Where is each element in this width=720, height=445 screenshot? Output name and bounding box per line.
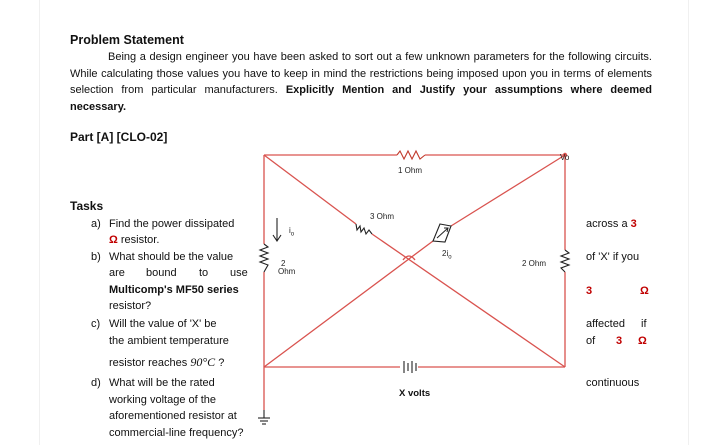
task-a-line2-text: resistor. (117, 234, 160, 246)
task-b-word-4: use (230, 267, 248, 279)
tasks-heading: Tasks (70, 199, 104, 213)
label-io (289, 226, 294, 238)
task-b-word-1: are (109, 267, 125, 279)
task-b-word-2: bound (146, 267, 177, 279)
task-d-line3: aforementioned resistor at (109, 410, 237, 422)
part-heading: Part [A] [CLO-02] (70, 130, 168, 144)
task-c-right2: of (586, 335, 596, 347)
task-c-question-mark: ? (218, 357, 225, 369)
label-2io-main: 2i (442, 249, 449, 258)
task-d-label: d) (91, 377, 101, 389)
task-b-word-3: to (199, 267, 209, 279)
label-2ohm-right: 2 Ohm (522, 259, 547, 268)
intro-text: Being a design engineer you have been asked to sort out a few unknown parameters for the following circuits. While calculating those values you have to keep in mind the restrictions being imposed upon you in terms of elements selection from particular manufacturers. (70, 51, 652, 96)
task-c-line1: Will the value of 'X' be (109, 318, 217, 330)
task-d-right: continuous (586, 377, 640, 389)
task-c-line3-text: resistor reaches (109, 357, 188, 369)
resistor-2ohm-left (260, 244, 268, 272)
task-a-right-text: across a (586, 218, 628, 230)
task-b-right: of 'X' if you (586, 251, 640, 263)
circuit-wires (264, 155, 565, 410)
task-c-right1: affected (586, 318, 625, 330)
task-b-right-ohm: Ω (640, 285, 649, 297)
battery-icon (404, 361, 416, 373)
task-a-line1: Find the power dissipated (109, 218, 235, 230)
intro-emphasis: Explicitly Mention and Justify your assumptions where deemed necessary. (70, 84, 652, 113)
resistor-1ohm (397, 151, 425, 159)
ohm-symbol: Ω (109, 234, 118, 246)
task-c-right-num: 3 (616, 335, 623, 347)
label-2io-sub: o (448, 254, 452, 261)
task-a-right-num: 3 (630, 218, 637, 230)
resistor-3ohm (356, 224, 372, 234)
task-c-right1b: if (641, 318, 647, 330)
label-ohm-left: Ohm (278, 267, 296, 276)
task-b-label: b) (91, 251, 101, 263)
label-vo: Vo (560, 153, 570, 162)
task-b-line1: What should be the value (109, 251, 234, 263)
task-d-line2: working voltage of the (109, 394, 217, 406)
label-io-sub: o (290, 231, 295, 238)
label-x-volts: X volts (399, 388, 431, 399)
task-b-line4: resistor? (109, 300, 152, 312)
problem-statement-heading: Problem Statement (70, 33, 184, 47)
task-c-temp: 90°C (190, 355, 216, 369)
label-2-left: 2 (281, 259, 286, 268)
task-a-label: a) (91, 218, 101, 230)
resistor-2ohm-right (561, 250, 569, 272)
task-b-line3: Multicomp's MF50 series (109, 284, 239, 296)
label-2io (442, 249, 452, 261)
task-b-right-num: 3 (586, 285, 593, 297)
label-1ohm: 1 Ohm (398, 166, 423, 175)
task-d-line1: What will be the rated (109, 377, 215, 389)
label-io-main: i (289, 226, 291, 235)
task-d-line4: commercial-line frequency? (109, 427, 244, 439)
task-c-line2: the ambient temperature (109, 335, 229, 347)
label-3ohm: 3 Ohm (370, 212, 395, 221)
task-c-right-ohm: Ω (638, 335, 647, 347)
ground-icon (258, 410, 270, 424)
task-c-label: c) (91, 318, 101, 330)
